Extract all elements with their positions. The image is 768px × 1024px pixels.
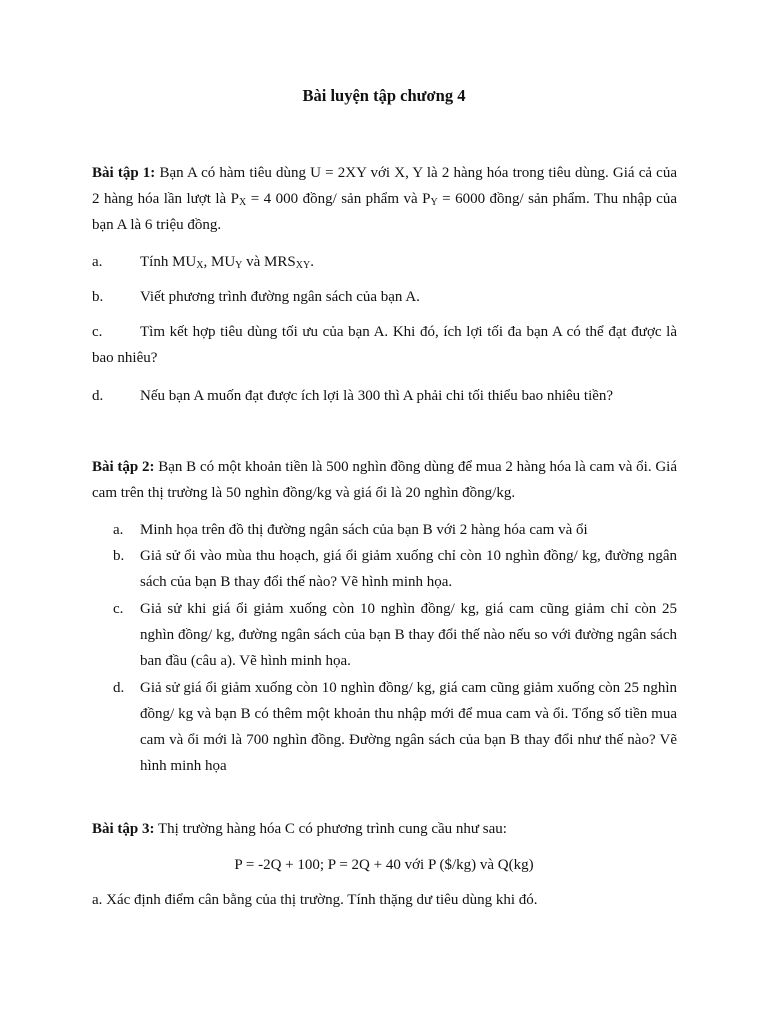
exercise-1-text-1: Bạn A có hàm tiêu dùng U = 2XY với X, Y là 2 hàng hóa trong tiêu dùng. Giá cả của 2 hàng hóa lần lượt là P — [92, 165, 678, 207]
exercise-1-text-2: = 4 000 đồng/ sản phẩm và P — [246, 191, 431, 207]
item-label: d. — [113, 680, 125, 696]
exercise-1-label: Bài tập 1: — [92, 165, 156, 181]
item-text: Giả sử ổi vào mùa thu hoạch, giá ổi giảm xuống chỉ còn 10 nghìn đồng/ kg, đường ngân sách của bạn B thay đổi thế nào? Vẽ hình minh họa. — [140, 548, 677, 590]
page-title: Bài luyện tập chương 4 — [302, 86, 466, 105]
item-label: b. — [92, 289, 104, 305]
exercise-1-text-3: = 6000 đồng/ sản phẩm. Thu nhập của bạn A là 6 triệu đồng. — [92, 191, 677, 233]
exercise-1-item-b — [92, 284, 677, 310]
item-text: Tìm kết hợp tiêu dùng tối ưu của bạn A. Khi đó, ích lợi tối đa bạn A có thể đạt được là bao nhiêu? — [92, 324, 677, 366]
item-text: Giả sử giá ổi giảm xuống còn 10 nghìn đồng/ kg, giá cam cũng giảm xuống còn 25 nghìn đồng/ kg và bạn B có thêm một khoản thu nhập mới để mua cam và ổi. Tổng số tiền mua cam và ổi mới là 700 nghìn đồng. Đường ngân sách của bạn B thay đổi như thế nào? Vẽ hình minh họa — [140, 680, 677, 774]
exercise-2-item-b — [113, 543, 677, 595]
supply-demand-equation: P = -2Q + 100; P = 2Q + 40 với P ($/kg) và Q(kg) — [234, 857, 534, 873]
item-text: Viết phương trình đường ngân sách của bạn A. — [140, 289, 420, 305]
exercise-3-text: Thị trường hàng hóa C có phương trình cung cầu như sau: — [154, 821, 507, 837]
subscript-x: X — [239, 197, 247, 208]
item-text: Minh họa trên đồ thị đường ngân sách của bạn B với 2 hàng hóa cam và ổi — [140, 522, 588, 538]
item-text: Giả sử khi giá ổi giảm xuống còn 10 nghìn đồng/ kg, giá cam cũng giảm chỉ còn 25 nghìn đồng/ kg, đường ngân sách của bạn B thay đổi thế nào nếu so với đường ngân sách ban đầu (câu a). Vẽ hình minh họa. — [140, 601, 677, 669]
subscript: Y — [235, 260, 243, 271]
text-part: . — [310, 254, 314, 270]
exercise-1-item-c — [92, 319, 677, 371]
exercise-1-item-d — [92, 383, 677, 409]
exercise-2-item-d — [113, 675, 677, 779]
exercise-3-intro — [92, 816, 677, 842]
exercise-2-item-a — [113, 517, 677, 543]
exercise-3-item-a: a. Xác định điểm cân bằng của thị trường. Tính thặng dư tiêu dùng khi đó. — [92, 892, 538, 908]
item-label: a. — [113, 522, 124, 538]
exercise-1-intro — [92, 160, 677, 238]
item-label: a. — [92, 254, 103, 270]
exercise-2-item-c — [113, 596, 677, 674]
exercise-2-label: Bài tập 2: — [92, 459, 155, 475]
item-text — [140, 249, 677, 275]
subscript-y: Y — [430, 197, 438, 208]
exercise-2-intro — [92, 454, 677, 506]
exercise-3-label: Bài tập 3: — [92, 821, 155, 837]
exercise-2-text: Bạn B có một khoản tiền là 500 nghìn đồng dùng để mua 2 hàng hóa là cam và ổi. Giá cam trên thị trường là 50 nghìn đồng/kg và giá ổi là 20 nghìn đồng/kg. — [92, 459, 677, 501]
subscript: XY — [295, 260, 311, 271]
subscript: X — [196, 260, 204, 271]
item-text: Nếu bạn A muốn đạt được ích lợi là 300 thì A phải chi tối thiểu bao nhiêu tiền? — [140, 388, 614, 404]
item-label: c. — [92, 324, 103, 340]
item-label: b. — [113, 548, 125, 564]
item-label: c. — [113, 601, 124, 617]
text-part: và MRS — [242, 254, 296, 270]
item-label: d. — [92, 388, 104, 404]
text-part: Tính MU — [140, 254, 197, 270]
exercise-1-item-a — [92, 249, 677, 275]
text-part: , MU — [203, 254, 236, 270]
